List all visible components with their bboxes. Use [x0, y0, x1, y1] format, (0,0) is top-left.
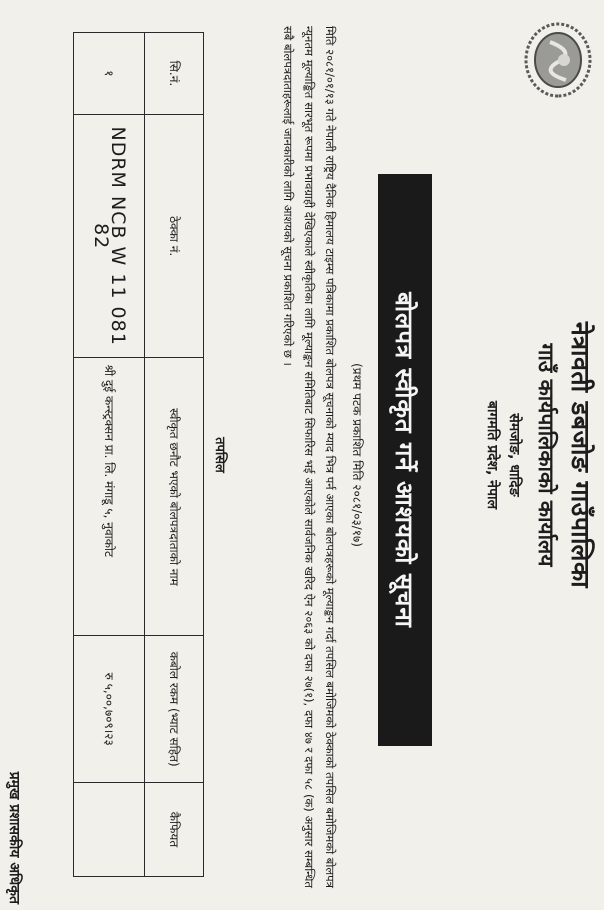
row-contractor: श्री दुई कन्स्ट्रक्सन प्रा. लि. मंगाडू ५, नुवाकोट [74, 358, 145, 636]
address-line-2: बागमति प्रदेश, नेपाल [484, 400, 500, 510]
table-row [74, 33, 145, 877]
header-contract-no: ठेक्का नं. [145, 114, 204, 358]
address-line-1: सेमजोङ, धादिङ [506, 413, 522, 497]
header-amount: कबोल रकम (भ्याट सहित) [145, 636, 204, 783]
row-contract-no: NDRM NCB W 11 081 82 [74, 114, 145, 358]
notice-title: बोलपत्र स्वीकृत गर्ने आशयको सूचना [378, 174, 432, 746]
table-header-row [145, 33, 204, 877]
publication-date: (प्रथम पटक प्रकाशित मिति २०८१/०३/१७) [350, 363, 364, 547]
row-amount: रु ५,००,७०९।२३ [74, 636, 145, 783]
row-sn: १ [74, 33, 145, 115]
header-contractor: स्वीकृत छनौट भएको बोलपत्रदाताको नाम [145, 358, 204, 636]
header-remark: कैफियत [145, 782, 204, 876]
details-caption: तपसिल [212, 437, 227, 473]
bid-details-table [73, 32, 204, 877]
notice-body: मिति २०८१/०१/१३ गते नेपाली राष्ट्रिय दैनिक हिमालय टाइम्स पत्रिकामा प्रकाशित बोलपत्र सूचनाको म्याद भित्र पर्न आएका बोलपत्रहरूको मूल्याङ्कन गर्दा तपसिल बमोजिमको ठेक्काको तपसिल बमोजिमको बोलपत्र न्यूनतम मूल्याङ्कित सारभूत रूपमा प्रभावग्राही देखिएकाले स्वीकृतिका लागि मूल्याङ्कन समितिबाट सिफारिस भई आएकोले सार्वजनिक खरिद ऐन २०६३ को दफा २७(१), दफा ४७ र दफा ५८ (क) अनुसार सम्बन्धित सबै बोलपत्रदाताहरूलाई जानकारीको लागि आशयको सूचना प्रकाशित गरिएको छ । [281, 26, 337, 888]
municipality-name: नेत्रावती डबजोङ गाउँपालिका [566, 321, 595, 589]
signatory-title: प्रमुख प्रशासकीय अधिकृत [6, 771, 22, 904]
header-sn: सि.नं. [145, 33, 204, 115]
office-name: गाउँ कार्यपालिकाको कार्यालय [534, 343, 558, 567]
row-remark [74, 782, 145, 876]
